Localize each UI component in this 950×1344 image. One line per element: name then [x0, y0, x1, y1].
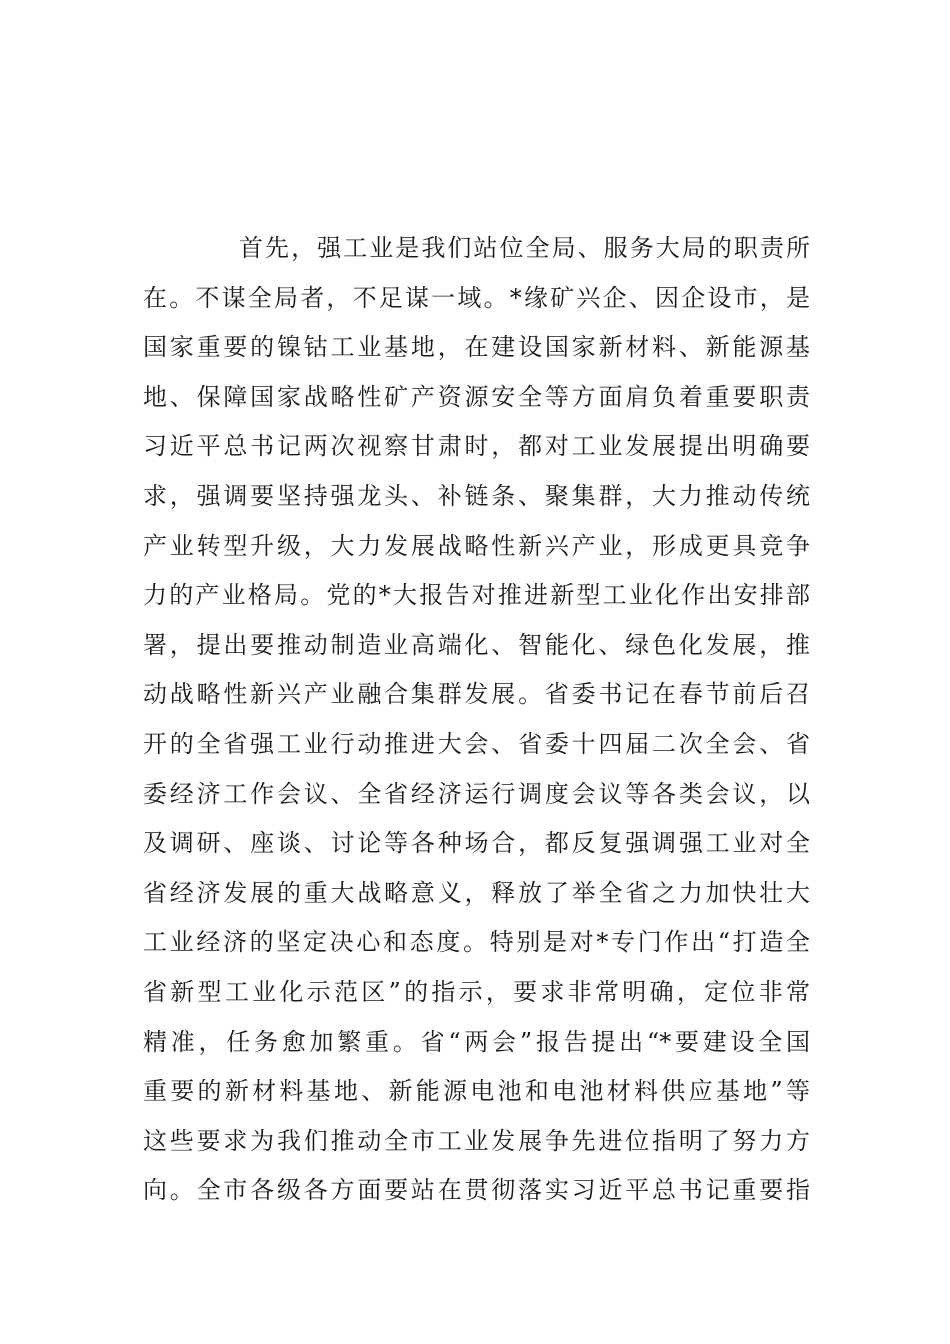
text-line: 国家重要的镍钴工业基地，在建设国家新材料、新能源基: [143, 333, 810, 362]
text-line: 精准，任务愈加繁重。省“两会”报告提出“*要建设全国: [143, 1027, 810, 1056]
text-line: 及调研、座谈、讨论等各种场合，都反复强调强工业对全: [143, 829, 810, 858]
text-line: 习近平总书记两次视察甘肃时，都对工业发展提出明确要: [143, 432, 810, 461]
text-line: 省新型工业化示范区”的指示，要求非常明确，定位非常: [143, 977, 810, 1006]
text-line: 产业转型升级，大力发展战略性新兴产业，形成更具竞争: [143, 531, 810, 560]
text-line: 地、保障国家战略性矿产资源安全等方面肩负着重要职责: [143, 382, 810, 411]
text-line: 求，强调要坚持强龙头、补链条、聚集群，大力推动传统: [143, 481, 810, 510]
text-line: 力的产业格局。党的*大报告对推进新型工业化作出安排部: [143, 581, 810, 610]
text-line: 动战略性新兴产业融合集群发展。省委书记在春节前后召: [143, 680, 810, 709]
text-line: 向。全市各级各方面要站在贯彻落实习近平总书记重要指: [143, 1176, 810, 1205]
text-line: 委经济工作会议、全省经济运行调度会议等各类会议，以: [143, 779, 810, 808]
text-line: 开的全省强工业行动推进大会、省委十四届二次全会、省: [143, 729, 810, 758]
text-line: 首先，强工业是我们站位全局、服务大局的职责所: [239, 234, 810, 262]
text-line: 工业经济的坚定决心和态度。特别是对*专门作出“打造全: [143, 928, 810, 957]
text-line: 署，提出要推动制造业高端化、智能化、绿色化发展，推: [143, 630, 810, 659]
text-line: 重要的新材料基地、新能源电池和电池材料供应基地”等: [143, 1077, 810, 1106]
text-line: 这些要求为我们推动全市工业发展争先进位指明了努力方: [143, 1126, 810, 1155]
body-paragraph: [143, 224, 810, 1216]
text-line: 在。不谋全局者，不足谋一域。*缘矿兴企、因企设市，是: [143, 283, 810, 312]
text-line: 省经济发展的重大战略意义，释放了举全省之力加快壮大: [143, 878, 810, 907]
